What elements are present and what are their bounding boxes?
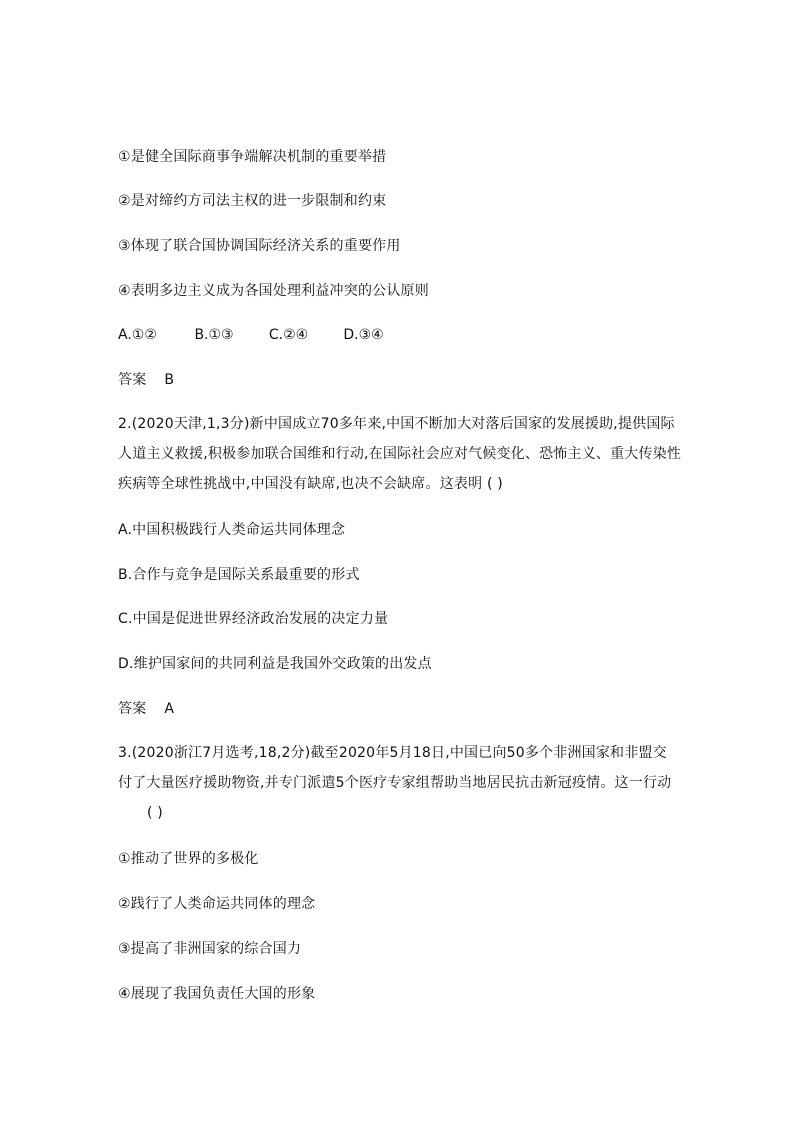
q2-stem-line-2: 人道主义救援,积极参加联合国维和行动,在国际社会应对气候变化、恐怖主义、重大传染性 [118,446,682,462]
q2-stem-line-3: 疾病等全球性挑战中,中国没有缺席,也决不会缺席。这表明 ( ) [118,476,503,492]
q1-answer-value: B [164,372,175,388]
q3-statement-1: ①推动了世界的多极化 [118,851,259,867]
q2-answer-label: 答案 [118,701,147,717]
q1-choice-d: D.③④ [343,327,384,343]
q3-statement-2: ②践行了人类命运共同体的理念 [118,896,316,912]
q1-statement-1: ①是健全国际商事争端解决机制的重要举措 [118,149,387,165]
q3-stem-line-1: 3.(2020浙江7月选考,18,2分)截至2020年5月18日,中国已向50多个非洲国家和非盟交 [118,745,667,761]
q2-option-d: D.维护国家间的共同利益是我国外交政策的出发点 [118,656,432,672]
q2-stem-line-1: 2.(2020天津,1,3分)新中国成立70多年来,中国不断加大对落后国家的发展援助,提供国际 [118,416,675,432]
q2-option-b: B.合作与竞争是国际关系最重要的形式 [118,567,360,583]
q1-statement-4: ④表明多边主义成为各国处理利益冲突的公认原则 [118,283,429,299]
q3-answer-bracket: ( ) [147,805,163,821]
q3-statement-3: ③提高了非洲国家的综合国力 [118,941,302,957]
q2-option-a: A.中国积极践行人类命运共同体理念 [118,522,346,538]
q1-choice-c: C.②④ [268,327,309,343]
q1-statement-3: ③体现了联合国协调国际经济关系的重要作用 [118,238,401,254]
q1-answer-label: 答案 [118,372,147,388]
q3-stem-line-2: 付了大量医疗援助物资,并专门派遣5个医疗专家组帮助当地居民抗击新冠疫情。这一行动 [118,775,672,791]
q2-answer-value: A [164,701,175,717]
q2-answer [118,699,688,719]
q1-answer [118,370,688,390]
q1-choice-row [118,325,384,345]
q1-choice-a: A.①② [118,327,157,343]
q3-statement-4: ④展现了我国负责任大国的形象 [118,986,316,1002]
q1-statement-2: ②是对缔约方司法主权的进一步限制和约束 [118,193,387,209]
q2-option-c: C.中国是促进世界经济政治发展的决定力量 [118,611,389,627]
q1-choice-b: B.①③ [194,327,234,343]
